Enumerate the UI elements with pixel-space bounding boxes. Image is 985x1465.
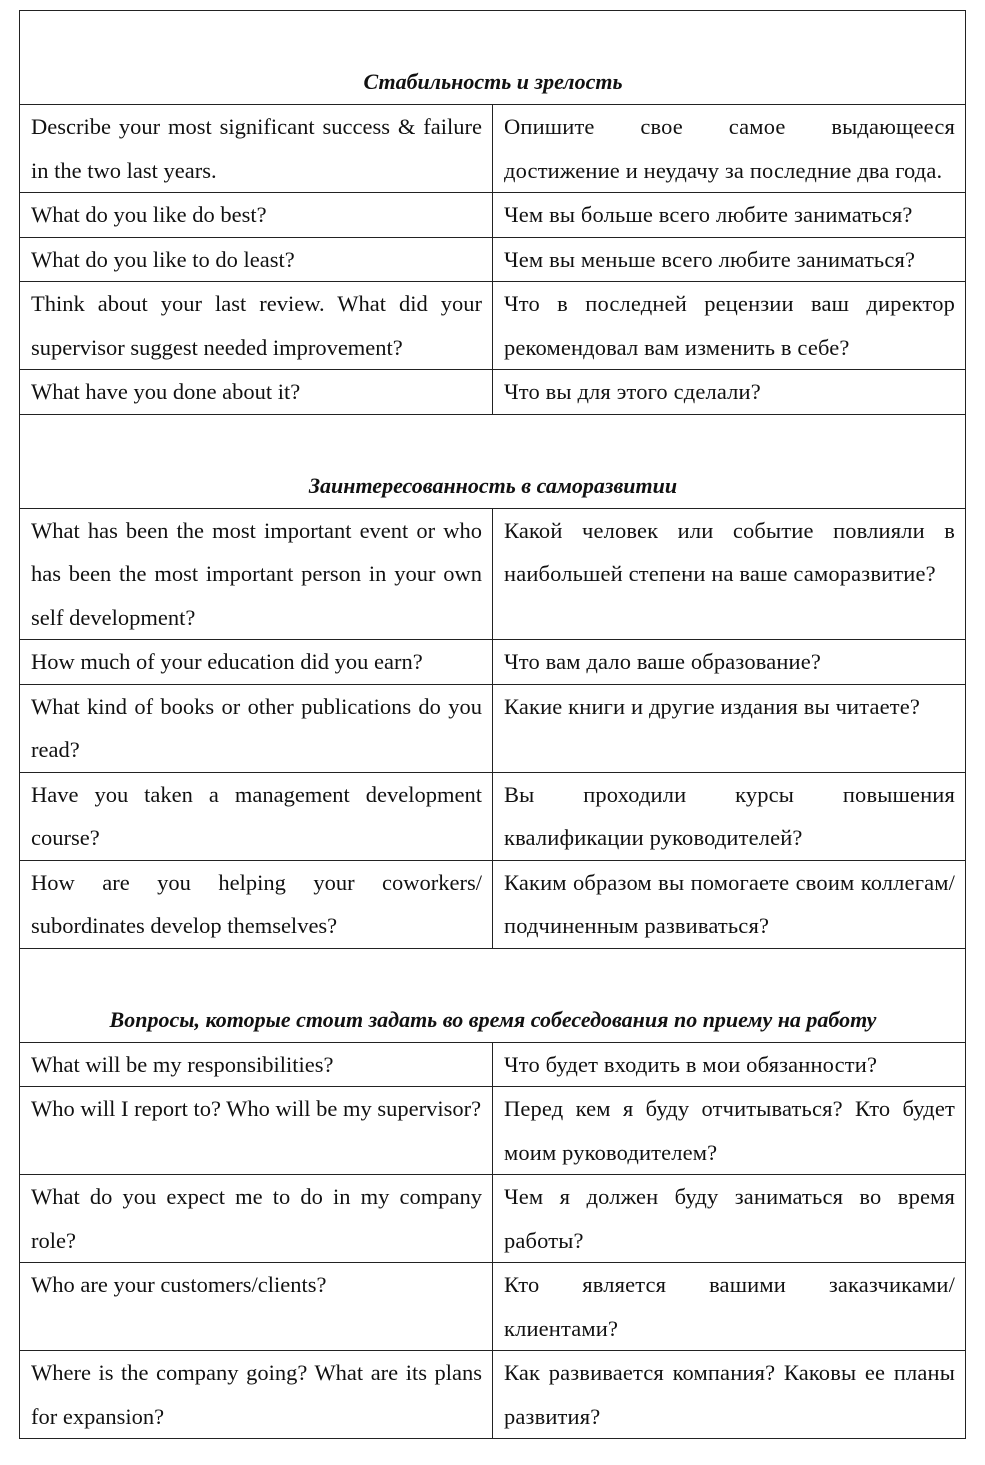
question-russian: Что будет входить в мои обязанности? [493, 1042, 966, 1087]
table-row [20, 640, 966, 685]
document-page [19, 10, 965, 1439]
section-title: Заинтересованность в саморазвитии [20, 414, 966, 508]
question-english: What do you expect me to do in my company role? [20, 1175, 493, 1263]
question-english: What will be my responsibilities? [20, 1042, 493, 1087]
table-row [20, 1351, 966, 1439]
question-english: What do you like to do least? [20, 237, 493, 282]
question-russian: Опишите свое самое выдающееся достижение и неудачу за последние два года. [493, 105, 966, 193]
interview-questions-table [19, 10, 966, 1439]
section-header-row [20, 948, 966, 1042]
section-title: Вопросы, которые стоит задать во время собеседования по приему на работу [20, 948, 966, 1042]
table-row [20, 508, 966, 640]
question-english: Who will I report to? Who will be my supervisor? [20, 1087, 493, 1175]
section-header-row [20, 414, 966, 508]
question-english: How are you helping your coworkers/ subordinates develop themselves? [20, 860, 493, 948]
table-row [20, 282, 966, 370]
table-row [20, 860, 966, 948]
section-title: Стабильность и зрелость [20, 11, 966, 105]
table-row [20, 1263, 966, 1351]
question-english: Describe your most significant success & failure in the two last years. [20, 105, 493, 193]
table-row [20, 1042, 966, 1087]
question-english: Think about your last review. What did your supervisor suggest needed improvement? [20, 282, 493, 370]
question-russian: Как развивается компания? Каковы ее планы развития? [493, 1351, 966, 1439]
table-row [20, 684, 966, 772]
question-english: Who are your customers/clients? [20, 1263, 493, 1351]
question-russian: Чем я должен буду заниматься во время работы? [493, 1175, 966, 1263]
table-row [20, 237, 966, 282]
question-russian: Каким образом вы помогаете своим коллегам/ подчиненным развиваться? [493, 860, 966, 948]
question-russian: Кто является вашими заказчиками/ клиентами? [493, 1263, 966, 1351]
table-row [20, 1175, 966, 1263]
question-russian: Что вам дало ваше образование? [493, 640, 966, 685]
question-english: What have you done about it? [20, 370, 493, 415]
question-russian: Что вы для этого сделали? [493, 370, 966, 415]
question-english: What do you like do best? [20, 193, 493, 238]
table-row [20, 1087, 966, 1175]
question-english: What kind of books or other publications do you read? [20, 684, 493, 772]
question-english: Where is the company going? What are its plans for expansion? [20, 1351, 493, 1439]
table-row [20, 370, 966, 415]
question-russian: Чем вы меньше всего любите заниматься? [493, 237, 966, 282]
table-row [20, 105, 966, 193]
question-russian: Вы проходили курсы повышения квалификации руководителей? [493, 772, 966, 860]
question-english: What has been the most important event or who has been the most important person in your own self development? [20, 508, 493, 640]
question-english: Have you taken a management development course? [20, 772, 493, 860]
table-row [20, 772, 966, 860]
section-header-row [20, 11, 966, 105]
question-russian: Чем вы больше всего любите заниматься? [493, 193, 966, 238]
question-russian: Какие книги и другие издания вы читаете? [493, 684, 966, 772]
question-russian: Какой человек или событие повлияли в наибольшей степени на ваше саморазвитие? [493, 508, 966, 640]
question-russian: Что в последней рецензии ваш директор рекомендовал вам изменить в себе? [493, 282, 966, 370]
question-russian: Перед кем я буду отчитываться? Кто будет моим руководителем? [493, 1087, 966, 1175]
table-row [20, 193, 966, 238]
question-english: How much of your education did you earn? [20, 640, 493, 685]
